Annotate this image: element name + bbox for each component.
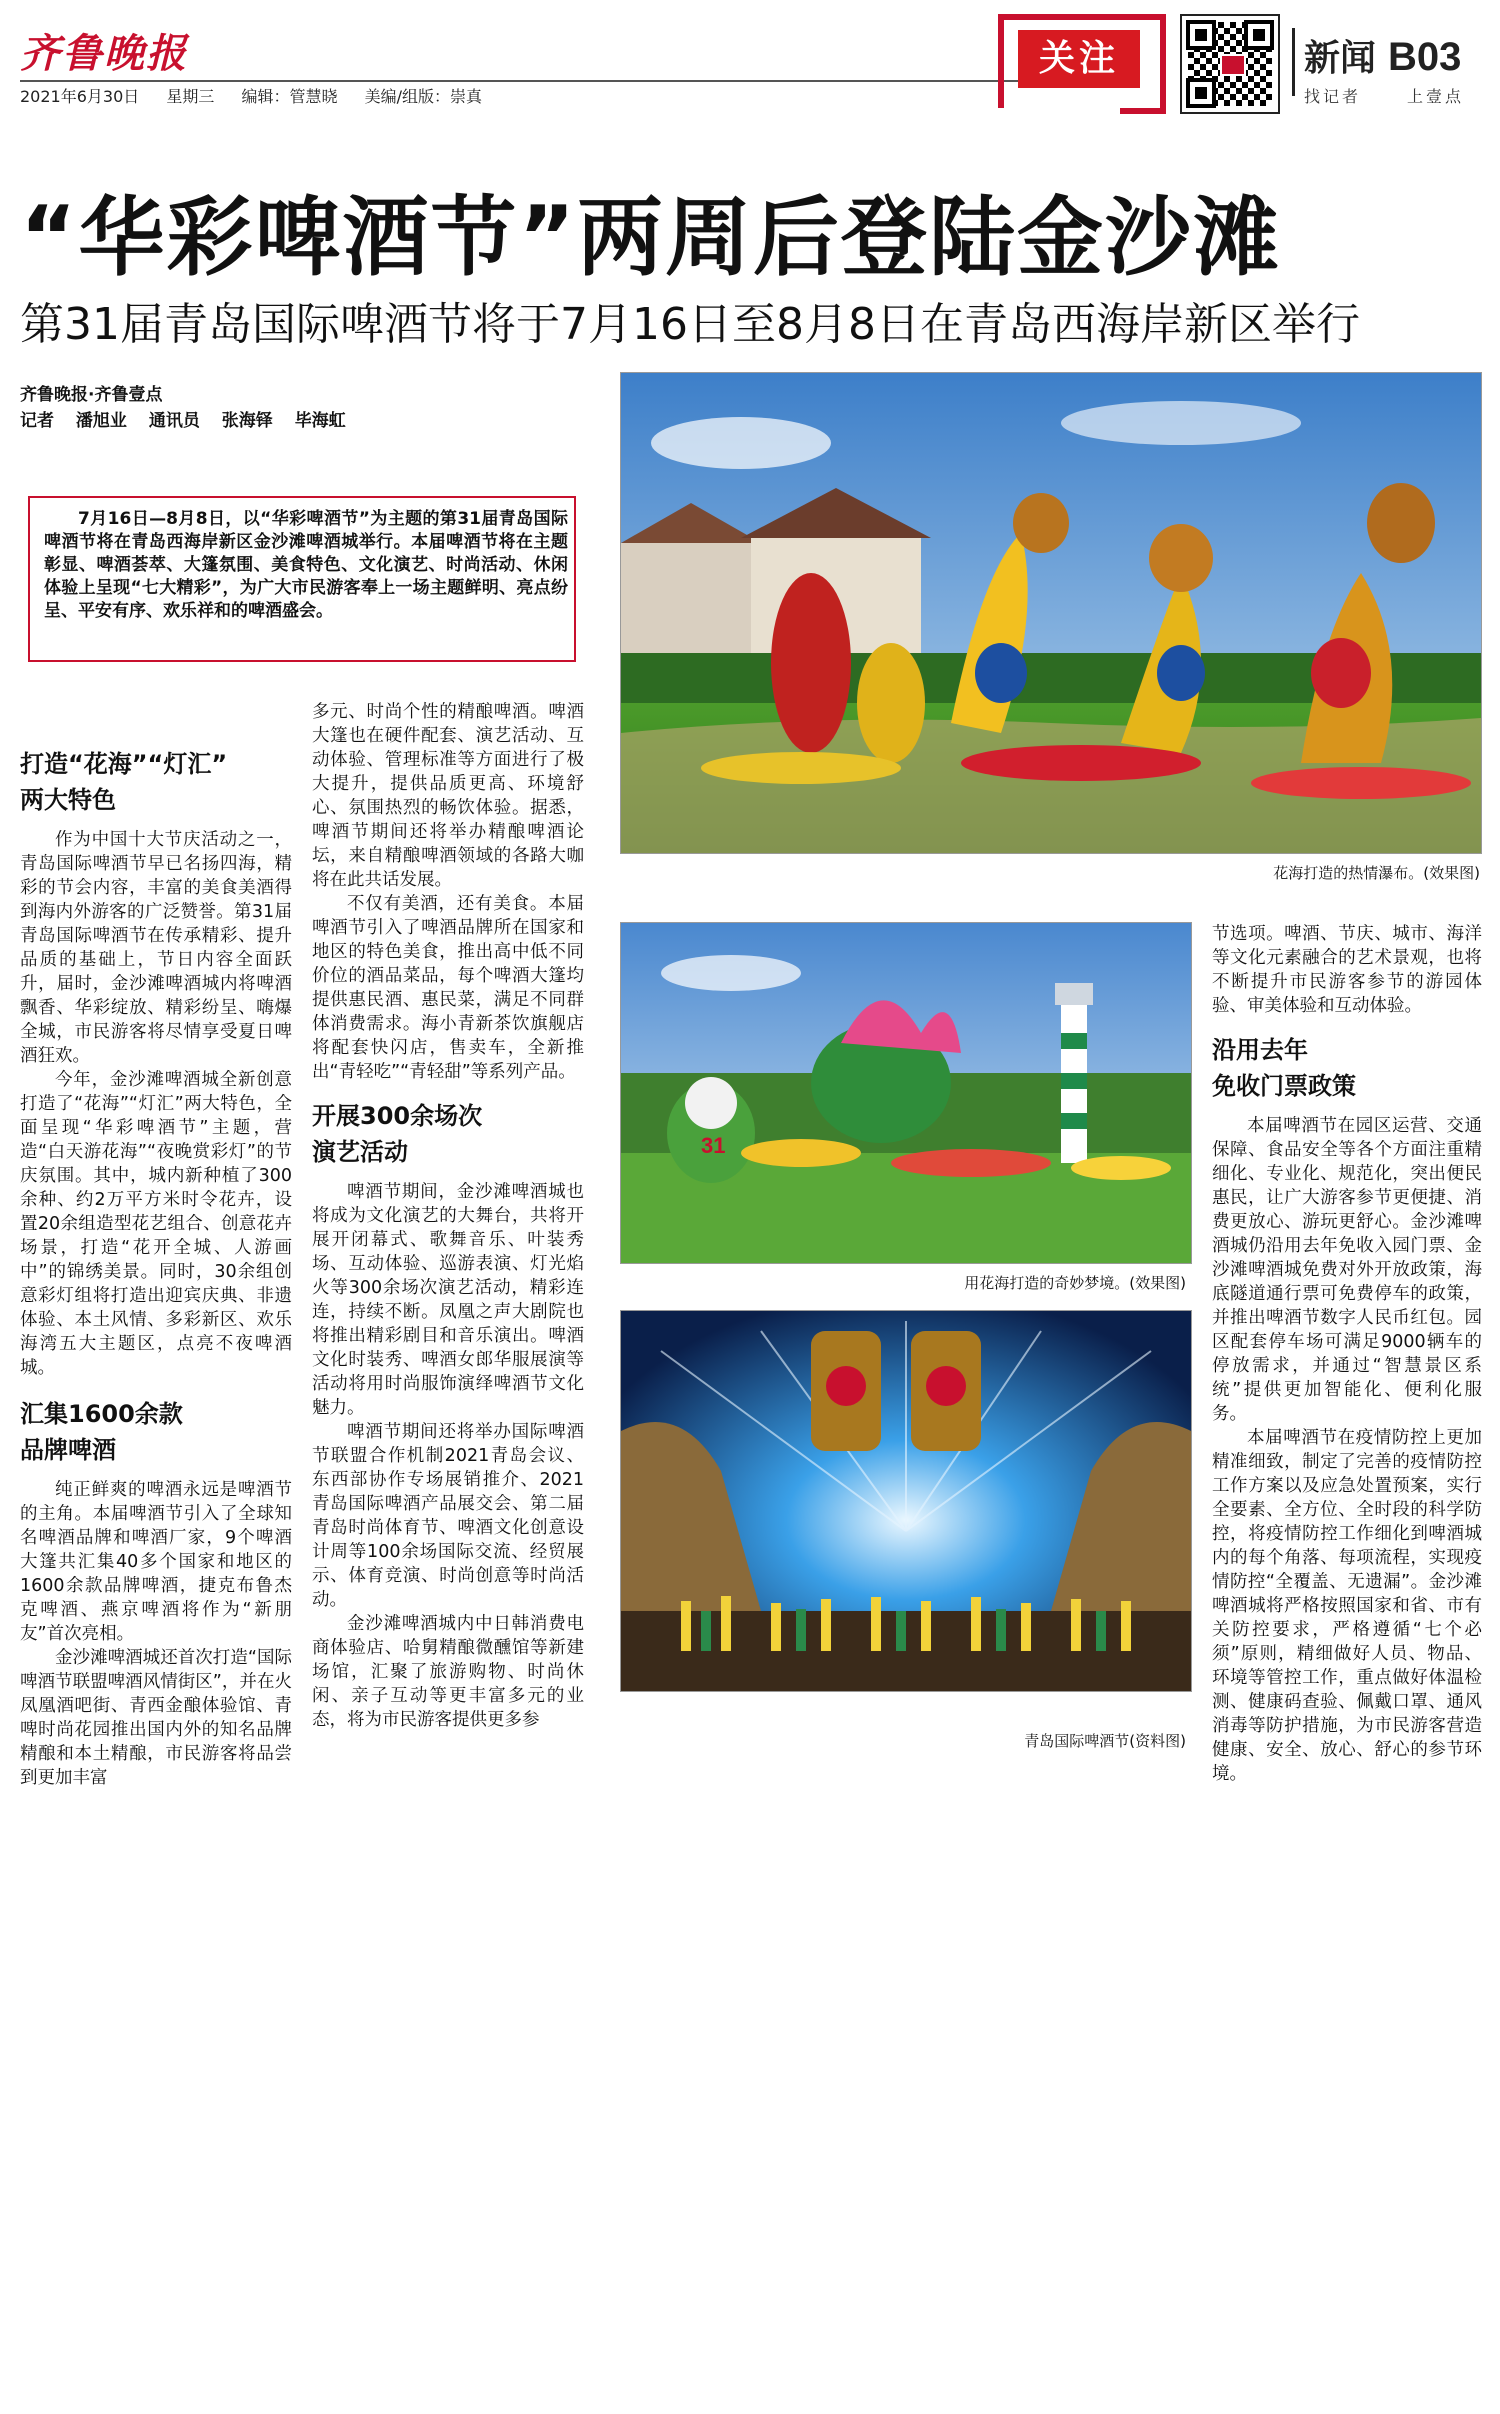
flower-dreamscape-photo xyxy=(620,922,1192,1264)
byline xyxy=(20,382,362,434)
follow-badge: 关注 xyxy=(1018,30,1140,88)
byline-item: 通讯员 xyxy=(148,411,200,431)
section-heading: 演艺活动 xyxy=(312,1138,408,1166)
section-heading: 品牌啤酒 xyxy=(20,1436,116,1464)
festival-night-photo xyxy=(620,1310,1192,1692)
weekday: 星期三 xyxy=(166,87,215,106)
section-heading: 打造“花海”“灯汇” xyxy=(20,750,228,778)
body-paragraph: 本届啤酒节在疫情防控上更加精准细致，制定了完善的疫情防控工作方案以及应急处置预案，实行全要素、全方位、全时段的科学防控，将疫情防控工作细化到啤酒城内的每个角落、每项流程，实现疫情防控“全覆盖、无遗漏”。金沙滩啤酒城将严格按照国家和省、市有关防控要求，严格遵循“七个必须”原则，精细做好人员、物品、环境等管控工作，重点做好体温检测、健康码查验、佩戴口罩、通风消毒等防护措施，为市民游客营造健康、安全、放心、舒心的参节环境。 xyxy=(1212,1428,1482,1784)
flower-waterfall-photo xyxy=(620,372,1482,854)
section-divider xyxy=(1292,28,1295,96)
section-heading: 沿用去年 xyxy=(1212,1036,1308,1064)
article-column-1 xyxy=(20,746,292,1790)
byline-item: 毕海虹 xyxy=(294,411,346,431)
photo-caption: 花海打造的热情瀑布。(效果图) xyxy=(1273,864,1480,882)
body-paragraph: 金沙滩啤酒城内中日韩消费电商体验店、哈舅精酿微醺馆等新建场馆，汇聚了旅游购物、时尚休闲、亲子互动等更丰富多元的业态，将为市民游客提供更多参 xyxy=(312,1614,584,1730)
editor-credit: 编辑：管慧晓 xyxy=(241,87,338,106)
byline-item: 记者 xyxy=(20,411,54,431)
byline-item: 张海铎 xyxy=(221,411,273,431)
body-paragraph: 金沙滩啤酒城还首次打造“国际啤酒节联盟啤酒风情街区”，并在火凤凰酒吧街、青西金酿体验馆、青啤时尚花园推出国内外的知名品牌精酿和本土精酿，市民游客将品尝到更加丰富 xyxy=(20,1648,292,1788)
newspaper-logo: 齐鲁晚报 xyxy=(20,30,188,77)
article-column-3 xyxy=(1212,922,1482,1786)
photo-caption: 青岛国际啤酒节(资料图) xyxy=(1024,1732,1186,1750)
headline: “华彩啤酒节”两周后登陆金沙滩 xyxy=(20,188,1282,288)
section-heading: 开展300余场次 xyxy=(312,1102,483,1130)
masthead-rule xyxy=(20,80,1040,82)
body-paragraph: 不仅有美酒，还有美食。本届啤酒节引入了啤酒品牌所在国家和地区的特色美食，推出高中低不同价位的酒品菜品，每个啤酒大篷均提供惠民酒、惠民菜，满足不同群体消费需求。海小青新茶饮旗舰店将配套快闪店，售卖车，全新推出“青轻吃”“青轻甜”等系列产品。 xyxy=(312,894,584,1082)
section-tagline xyxy=(1304,84,1464,107)
tagline-left: 找记者 xyxy=(1304,87,1362,106)
issue-date: 2021年6月30日 xyxy=(20,87,140,106)
section-heading: 汇集1600余款 xyxy=(20,1400,183,1428)
qr-code-icon xyxy=(1180,14,1280,114)
article-column-2 xyxy=(312,700,584,1732)
body-paragraph: 今年，金沙滩啤酒城全新创意打造了“花海”“灯汇”两大特色，全面呈现“华彩啤酒节”主题，营造“白天游花海”“夜晚赏彩灯”的节庆氛围。其中，城内新种植了300余种、约2万平方米时令花卉，设置20余组造型花艺组合、创意花卉场景，打造“花开全城、人游画中”的锦绣美景。同时，30余组创意彩灯组将打造出迎宾庆典、非遗体验、本土风情、多彩新区、欢乐海湾五大主题区，点亮不夜啤酒城。 xyxy=(20,1070,292,1378)
body-paragraph: 作为中国十大节庆活动之一，青岛国际啤酒节早已名扬四海，精彩的节会内容，丰富的美食美酒得到海内外游客的广泛赞誉。第31届青岛国际啤酒节在传承精彩、提升品质的基础上，节日内容全面跃升，届时，金沙滩啤酒城内将啤酒飘香、华彩绽放、精彩纷呈、嗨爆全城，市民游客将尽情享受夏日啤酒狂欢。 xyxy=(20,830,292,1066)
byline-reporters xyxy=(20,408,362,434)
body-paragraph: 纯正鲜爽的啤酒永远是啤酒节的主角。本届啤酒节引入了全球知名啤酒品牌和啤酒厂家，9个啤酒大篷共汇集40多个国家和地区的1600余款品牌啤酒，捷克布鲁杰克啤酒、燕京啤酒将作为“新朋友”首次亮相。 xyxy=(20,1480,292,1644)
photo-caption: 用花海打造的奇妙梦境。(效果图) xyxy=(964,1274,1186,1292)
svg-text:31: 31 xyxy=(701,1133,726,1158)
section-label xyxy=(1304,30,1461,81)
page-number: B03 xyxy=(1388,35,1462,79)
dateline xyxy=(20,84,504,107)
body-paragraph: 节选项。啤酒、节庆、城市、海洋等文化元素融合的艺术景观，也将不断提升市民游客参节的游园体验、审美体验和互动体验。 xyxy=(1212,924,1482,1016)
section-name: 新闻 xyxy=(1304,38,1377,79)
body-paragraph: 啤酒节期间还将举办国际啤酒节联盟合作机制2021青岛会议、东西部协作专场展销推介、2021青岛国际啤酒产品展交会、第二届青岛时尚体育节、啤酒文化创意设计周等100余场国际交流、经贸展示、体育竞演、时尚创意等时尚活动。 xyxy=(312,1422,584,1610)
section-heading: 两大特色 xyxy=(20,786,116,814)
section-heading: 免收门票政策 xyxy=(1212,1072,1356,1100)
byline-source: 齐鲁晚报·齐鲁壹点 xyxy=(20,385,163,405)
subheadline: 第31届青岛国际啤酒节将于7月16日至8月8日在青岛西海岸新区举行 xyxy=(20,299,1360,350)
body-paragraph: 多元、时尚个性的精酿啤酒。啤酒大篷也在硬件配套、演艺活动、互动体验、管理标准等方面进行了极大提升，提供品质更高、环境舒心、氛围热烈的畅饮体验。据悉，啤酒节期间还将举办精酿啤酒论坛，来自精酿啤酒领域的各路大咖将在此共话发展。 xyxy=(312,702,584,890)
byline-item: 潘旭业 xyxy=(75,411,127,431)
body-paragraph: 啤酒节期间，金沙滩啤酒城也将成为文化演艺的大舞台，共将开展开闭幕式、歌舞音乐、叶装秀场、互动体验、巡游表演、灯光焰火等300余场次演艺活动，精彩连连，持续不断。凤凰之声大剧院也将推出精彩剧目和音乐演出。啤酒文化时装秀、啤酒女郎华服展演等活动将用时尚服饰演绎啤酒节文化魅力。 xyxy=(312,1182,584,1418)
tagline-right: 上壹点 xyxy=(1407,87,1465,106)
lead-paragraph: 7月16日—8月8日，以“华彩啤酒节”为主题的第31届青岛国际啤酒节将在青岛西海岸新区金沙滩啤酒城举行。本届啤酒节将在主题彰显、啤酒荟萃、大篷氛围、美食特色、文化演艺、时尚活动、休闲体验上呈现“七大精彩”，为广大市民游客奉上一场主题鲜明、亮点纷呈、平安有序、欢乐祥和的啤酒盛会。 xyxy=(44,509,568,621)
designer-credit: 美编/组版：崇真 xyxy=(364,87,482,106)
body-paragraph: 本届啤酒节在园区运营、交通保障、食品安全等各个方面注重精细化、专业化、规范化，突出便民惠民，让广大游客参节更便捷、消费更放心、游玩更舒心。金沙滩啤酒城仍沿用去年免收入园门票、金沙滩啤酒城免费对外开放政策，海底隧道通行票可免费停车的政策，并推出啤酒节数字人民币红包。园区配套停车场可满足9000辆车的停放需求，并通过“智慧景区系统”提供更加智能化、便利化服务。 xyxy=(1212,1116,1482,1424)
